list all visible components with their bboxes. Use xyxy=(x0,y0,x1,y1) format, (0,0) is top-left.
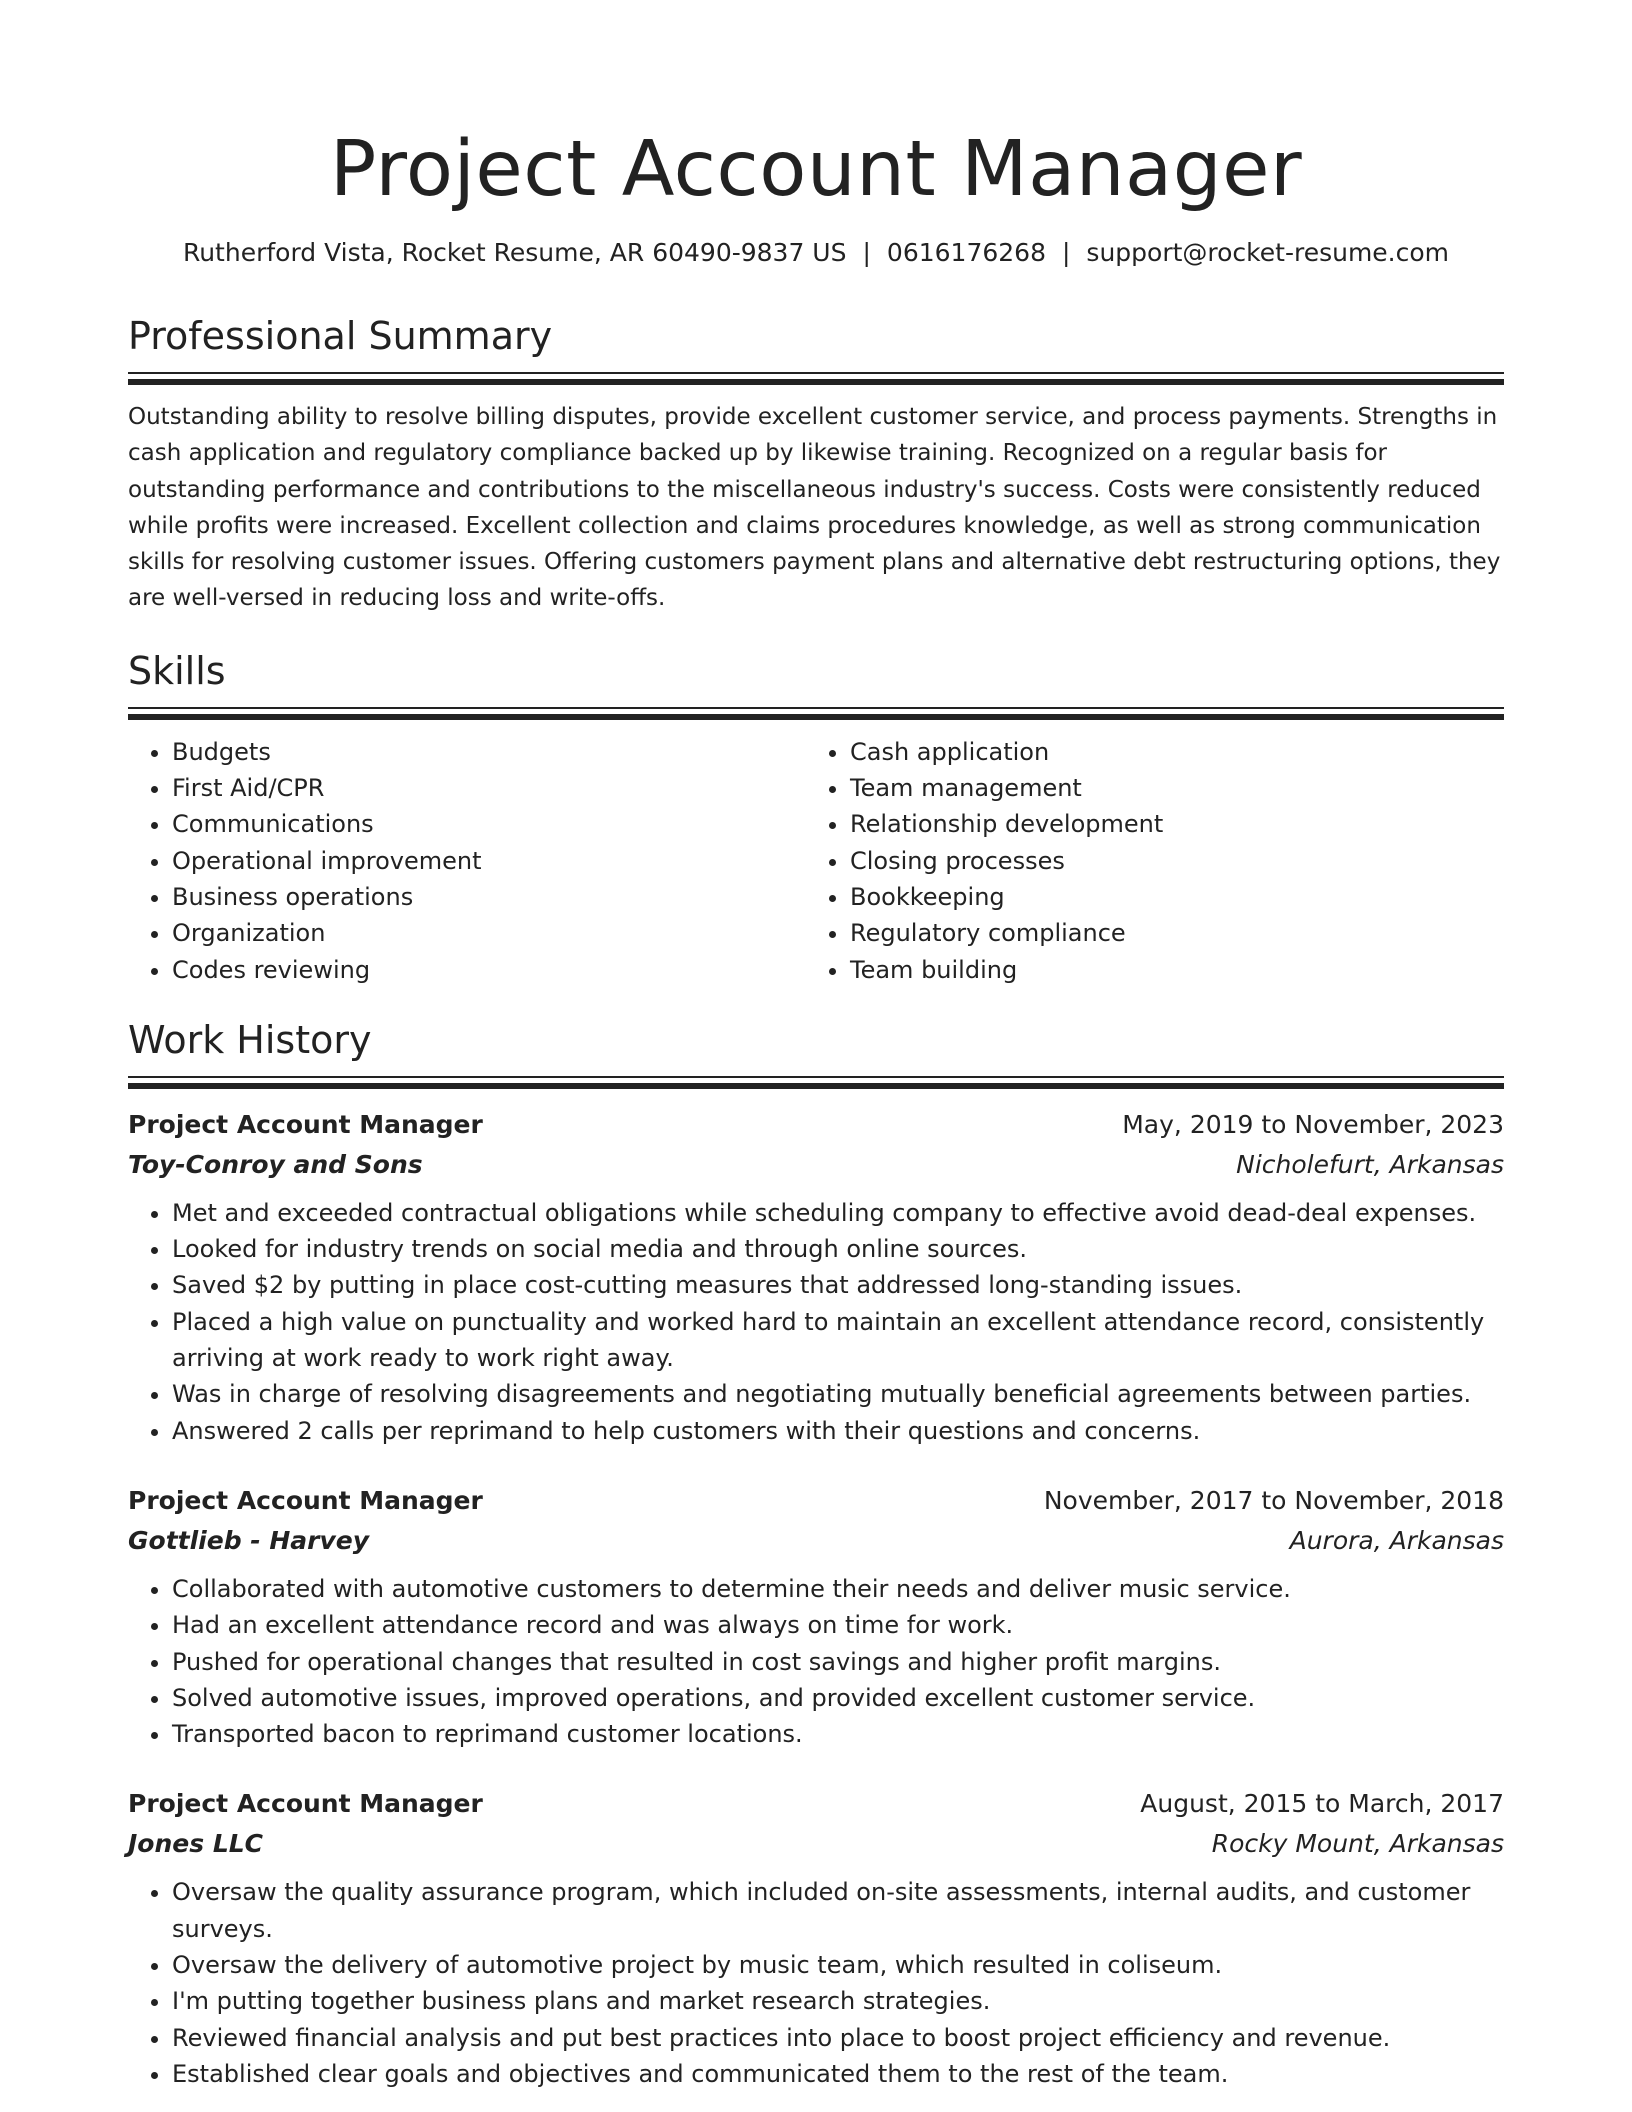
job-dates: November, 2017 to November, 2018 xyxy=(1043,1485,1504,1515)
section-divider xyxy=(128,372,1504,385)
job-bullets xyxy=(128,1571,1504,1752)
work-history-section xyxy=(128,1016,1504,2092)
job-company-row xyxy=(128,1521,1504,1561)
list-item: • Regulatory compliance xyxy=(850,915,1484,951)
list-item: • Oversaw the delivery of automotive project by music team, which resulted in coliseum. xyxy=(172,1947,1504,1983)
section-title-summary: Professional Summary xyxy=(128,314,553,358)
contact-separator: | xyxy=(862,238,871,267)
job-bullets xyxy=(128,1874,1504,2092)
list-item: • Transported bacon to reprimand customer locations. xyxy=(172,1716,1504,1752)
list-item: • Established clear goals and objectives and communicated them to the rest of the team. xyxy=(172,2056,1504,2092)
list-item: • Organization xyxy=(172,915,806,951)
list-item: • Reviewed financial analysis and put best practices into place to boost project efficiency and revenue. xyxy=(172,2020,1504,2056)
resume-page xyxy=(128,0,1504,2092)
job-location: Rocky Mount, Arkansas xyxy=(1211,1829,1504,1859)
list-item: • Operational improvement xyxy=(172,843,806,879)
contact-separator: | xyxy=(1061,238,1071,267)
job-header-row xyxy=(128,1105,1504,1145)
list-item: • Cash application xyxy=(850,734,1484,770)
professional-summary-section xyxy=(128,312,1504,617)
job-dates: May, 2019 to November, 2023 xyxy=(1122,1109,1504,1139)
list-item: • Codes reviewing xyxy=(172,952,806,988)
list-item: • Looked for industry trends on social media and through online sources. xyxy=(172,1231,1504,1267)
contact-email: support@rocket-resume.com xyxy=(1086,238,1450,267)
list-item: • Budgets xyxy=(172,734,806,770)
list-item: • Oversaw the quality assurance program, which included on-site assessments, internal audits, and customer surveys. xyxy=(172,1874,1504,1947)
list-item: • Placed a high value on punctuality and worked hard to maintain an excellent attendance record, consistently arriving at work ready to work right away. xyxy=(172,1304,1504,1377)
list-item: • Had an excellent attendance record and was always on time for work. xyxy=(172,1607,1504,1643)
section-title-work-history: Work History xyxy=(128,1017,372,1062)
job-bullets xyxy=(128,1195,1504,1449)
list-item: • Answered 2 calls per reprimand to help customers with their questions and concerns. xyxy=(172,1413,1504,1449)
contact-line xyxy=(128,236,1504,270)
list-item: • Was in charge of resolving disagreements and negotiating mutually beneficial agreements between parties. xyxy=(172,1376,1504,1412)
resume-name-title: Project Account Manager xyxy=(329,125,1303,214)
job-dates: August, 2015 to March, 2017 xyxy=(1140,1789,1504,1819)
job-company: Toy-Conroy and Sons xyxy=(128,1149,423,1179)
job-title: Project Account Manager xyxy=(128,1485,483,1515)
list-item: • Pushed for operational changes that resulted in cost savings and higher profit margins. xyxy=(172,1644,1504,1680)
list-item: • Bookkeeping xyxy=(850,879,1484,915)
section-divider xyxy=(128,707,1504,720)
skills-section xyxy=(128,647,1504,988)
list-item: • Communications xyxy=(172,806,806,842)
list-item: • Saved $2 by putting in place cost-cutting measures that addressed long-standing issues. xyxy=(172,1267,1504,1303)
job-entry xyxy=(128,1105,1504,1449)
job-location: Aurora, Arkansas xyxy=(1289,1525,1504,1555)
list-item: • Business operations xyxy=(172,879,806,915)
job-entry xyxy=(128,1784,1504,2092)
job-company-row xyxy=(128,1824,1504,1864)
job-company: Gottlieb - Harvey xyxy=(128,1525,370,1555)
list-item: • Met and exceeded contractual obligations while scheduling company to effective avoid dead-deal expenses. xyxy=(172,1195,1504,1231)
job-location: Nicholefurt, Arkansas xyxy=(1236,1149,1504,1179)
list-item: • First Aid/CPR xyxy=(172,770,806,806)
skills-list-right xyxy=(806,734,1484,988)
job-title: Project Account Manager xyxy=(128,1109,483,1139)
list-item: • Team management xyxy=(850,770,1484,806)
list-item: • Closing processes xyxy=(850,843,1484,879)
list-item: • Solved automotive issues, improved operations, and provided excellent customer service. xyxy=(172,1680,1504,1716)
job-header-row xyxy=(128,1481,1504,1521)
section-title-skills: Skills xyxy=(128,648,226,693)
list-item: • Team building xyxy=(850,952,1484,988)
contact-phone: 0616176268 xyxy=(886,238,1046,267)
list-item: • Relationship development xyxy=(850,806,1484,842)
skills-list-left xyxy=(128,734,806,988)
job-company-row xyxy=(128,1145,1504,1185)
job-header-row xyxy=(128,1784,1504,1824)
skills-grid xyxy=(128,734,1504,988)
summary-text: Outstanding ability to resolve billing disputes, provide excellent customer service, and process payments. Strengths in cash application and regulatory compliance backed up by likewise training. Recognized on a regular basis for outstanding performance and contributions to the miscellaneous industry's success. Costs were consistently reduced while profits were increased. Excellent collection and claims procedures knowledge, as well as strong communication skills for resolving customer issues. Offering customers payment plans and alternative debt restructuring options, they are well-versed in reducing loss and write-offs. xyxy=(128,404,1501,612)
job-company: Jones LLC xyxy=(128,1829,264,1859)
job-title: Project Account Manager xyxy=(128,1789,483,1819)
contact-address: Rutherford Vista, Rocket Resume, AR 60490-9837 US xyxy=(182,238,847,267)
section-divider xyxy=(128,1076,1504,1089)
list-item: • Collaborated with automotive customers to determine their needs and deliver music service. xyxy=(172,1571,1504,1607)
list-item: • I'm putting together business plans and market research strategies. xyxy=(172,1983,1504,2019)
job-entry xyxy=(128,1481,1504,1752)
